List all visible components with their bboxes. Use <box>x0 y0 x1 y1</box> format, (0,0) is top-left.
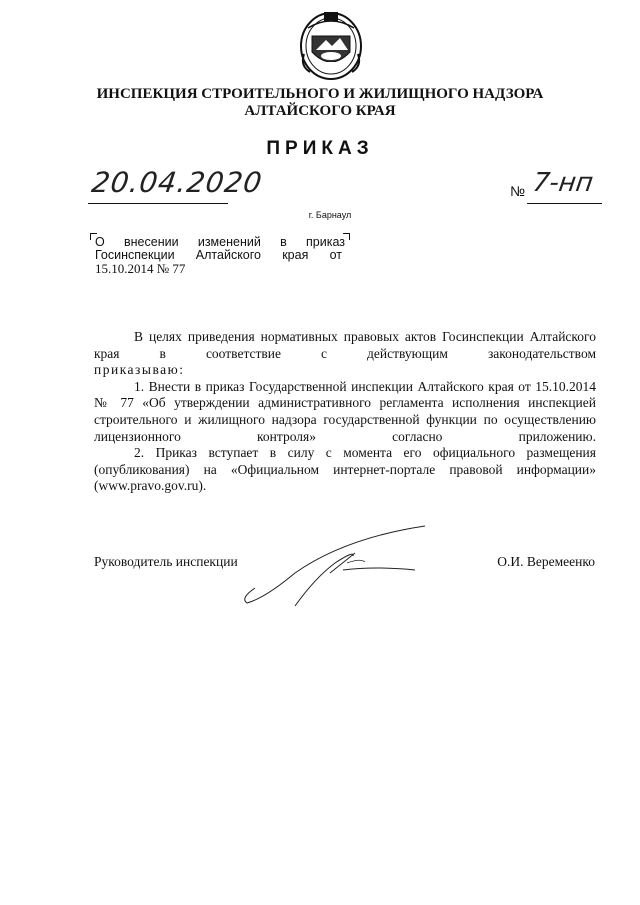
document-title: ПРИКАЗ <box>266 138 374 159</box>
signer-name: О.И. Веремеенко <box>497 554 595 569</box>
item-1: 1. Внести в приказ Государственной инспекции Алтайского края от 15.10.2014 № 77 «Об утверждении административного регламента исполнения инспекцией строительного и жилищного надзора государственной функции по осуществлению лицензионного контроля» согласно приложению. <box>94 378 596 444</box>
city: г. Барнаул <box>308 210 352 220</box>
signer-position: Руководитель инспекции <box>94 554 238 569</box>
subject-line2: Госинспекции Алтайского края от <box>95 248 342 262</box>
preamble: В целях приведения нормативных правовых актов Госинспекции Алтайского края в соответствие с действующим законодательством <box>94 329 596 361</box>
subject-line1: О внесении изменений в приказ <box>95 235 345 249</box>
altai-krai-coat-of-arms-icon <box>296 6 366 82</box>
handwritten-signature-icon <box>235 518 435 608</box>
order-word: приказываю: <box>94 362 185 378</box>
agency-name-line1: ИНСПЕКЦИЯ СТРОИТЕЛЬНОГО И ЖИЛИЩНОГО НАДЗОРА <box>96 86 544 102</box>
number-label: № <box>510 183 526 199</box>
number-underline <box>527 203 602 204</box>
date-underline <box>88 203 228 204</box>
agency-name-line2: АЛТАЙСКОГО КРАЯ <box>244 103 396 119</box>
order-subject <box>95 236 345 275</box>
subject-line3: 15.10.2014 № 77 <box>95 261 186 276</box>
order-date: 20.04.2020 <box>89 166 265 199</box>
item-2: 2. Приказ вступает в силу с момента его официального размещения (опубликования) на «Официальном интернет-портале правовой информации» (www.pravo.gov.ru). <box>94 445 596 494</box>
order-number: 7-нп <box>530 168 596 198</box>
order-body <box>94 329 596 495</box>
